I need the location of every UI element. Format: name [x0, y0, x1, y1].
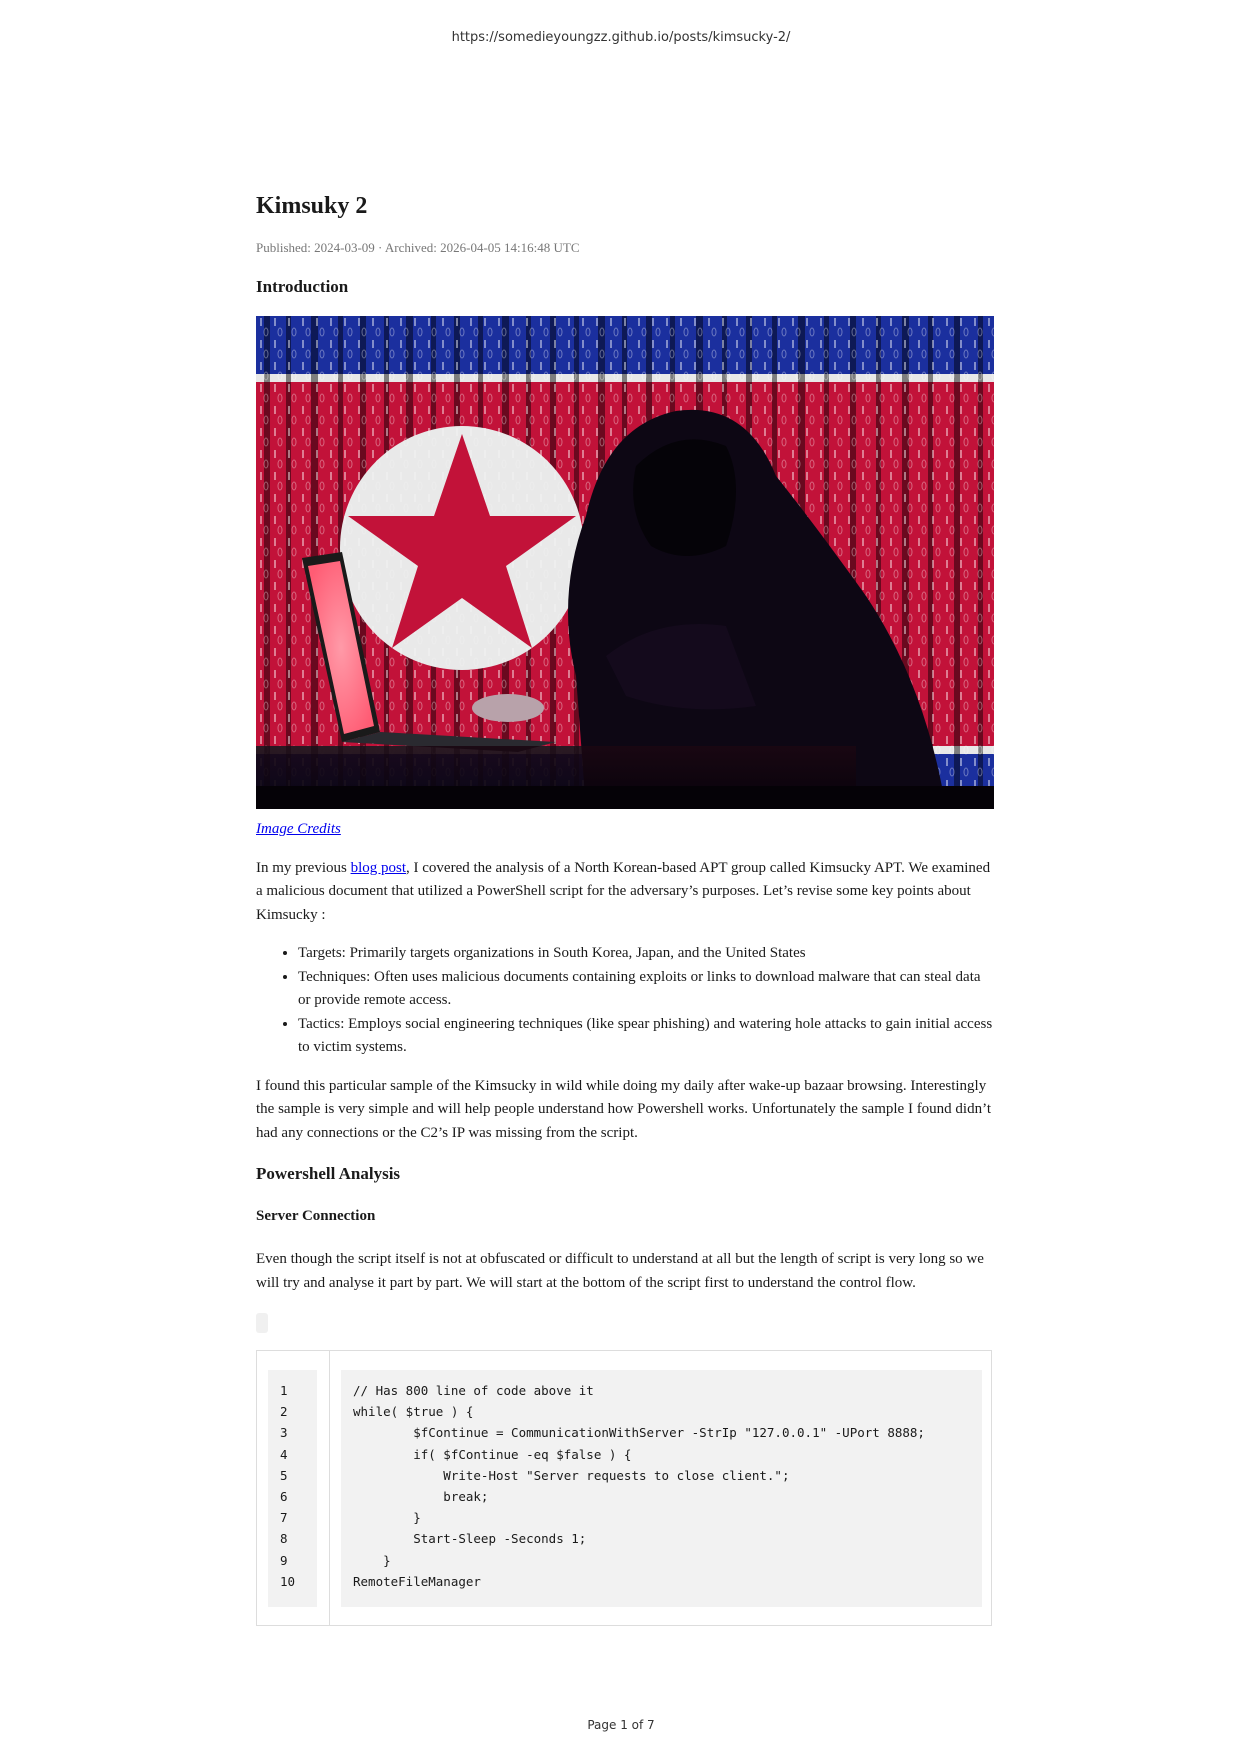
- heading-powershell-analysis: Powershell Analysis: [256, 1164, 401, 1183]
- blog-post-link[interactable]: blog post: [350, 859, 407, 876]
- line-number: 10: [280, 1573, 296, 1589]
- line-number: 8: [280, 1531, 288, 1547]
- code-divider: [329, 1351, 330, 1625]
- page-url: https://somedieyoungzz.github.io/posts/kimsucky-2/: [451, 30, 791, 45]
- code-line: break;: [353, 1488, 489, 1504]
- list-item: • Targets: Primarily targets organizations in South Korea, Japan, and the United States: [298, 942, 994, 966]
- code-line: Start-Sleep -Seconds 1;: [353, 1531, 587, 1547]
- copy-button-placeholder: [256, 1313, 268, 1333]
- line-number: 3: [280, 1425, 288, 1441]
- line-number: 4: [280, 1446, 288, 1462]
- list-item: • Techniques: Often uses malicious documents containing exploits or links to download malware that can steal data or provide remote access.: [298, 966, 994, 1013]
- code-line: if( $fContinue -eq $false ) {: [353, 1446, 632, 1462]
- hero-image: [256, 316, 994, 809]
- line-number: 9: [280, 1552, 288, 1568]
- heading-server-connection: Server Connection: [256, 1208, 376, 1224]
- page-footer: Page 1 of 7: [587, 1718, 655, 1732]
- key-points-list: [256, 942, 994, 1060]
- sample-paragraph: I found this particular sample of the Kimsucky in wild while doing my daily after wake-up bazaar browsing. Interestingly the sample is very simple and will help people understand how Powershell works. Unfortunately the sample I found didn’t had any connections or the C2’s IP was missing from the script.: [256, 1077, 991, 1141]
- code-line: // Has 800 line of code above it: [353, 1383, 594, 1398]
- code-block: [256, 1350, 992, 1626]
- article: [256, 186, 994, 1626]
- line-number: 2: [280, 1404, 288, 1420]
- code-line: RemoteFileManager: [353, 1573, 481, 1589]
- analysis-paragraph: Even though the script itself is not at obfuscated or difficult to understand at all but the length of script is very long so we will try and analyse it part by part. We will start at the bottom of the script first to understand the control flow.: [256, 1251, 984, 1291]
- code-line: $fContinue = CommunicationWithServer -StrIp "127.0.0.1" -UPort 8888;: [353, 1425, 925, 1441]
- line-number-gutter: [268, 1370, 317, 1607]
- line-number: 6: [280, 1488, 288, 1504]
- code-content: [341, 1370, 982, 1607]
- post-title: Kimsuky 2: [256, 193, 368, 219]
- intro-paragraph: In my previous blog post, I covered the analysis of a North Korean-based APT group called Kimsucky APT. We examined a malicious document that utilized a PowerShell script for the adversary’s purposes. Let’s revise some key points about Kimsucky :: [256, 859, 991, 923]
- code-line: while( $true ) {: [353, 1404, 474, 1420]
- line-number: 7: [280, 1510, 288, 1526]
- line-number: 5: [280, 1467, 288, 1483]
- line-number: 1: [280, 1383, 288, 1398]
- post-meta: Published: 2024-03-09 · Archived: 2026-04-05 14:16:48 UTC: [256, 240, 580, 255]
- image-credits-link[interactable]: Image Credits: [256, 821, 341, 837]
- heading-introduction: Introduction: [256, 277, 349, 296]
- code-line: }: [353, 1552, 391, 1568]
- list-item: • Tactics: Employs social engineering techniques (like spear phishing) and watering hole attacks to gain initial access to victim systems.: [298, 1013, 994, 1060]
- code-line: Write-Host "Server requests to close client.";: [353, 1467, 790, 1483]
- code-line: }: [353, 1510, 421, 1526]
